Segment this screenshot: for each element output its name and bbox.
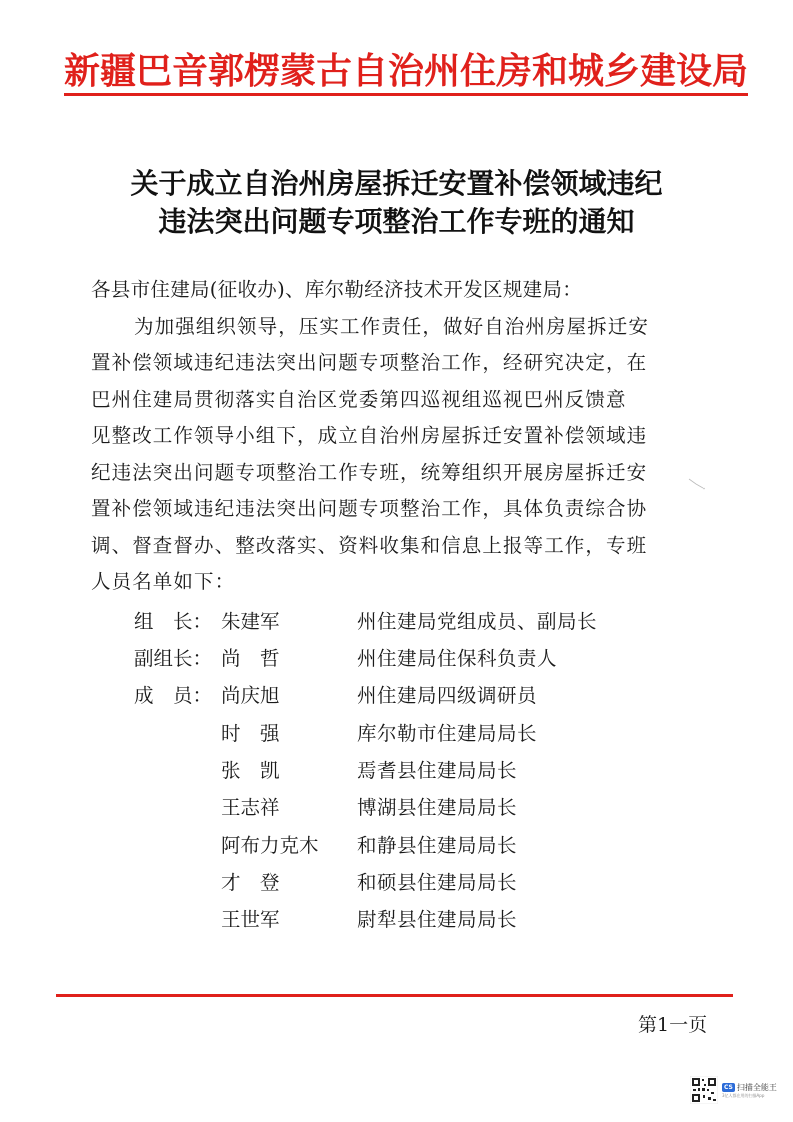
member-name: 王世军: [221, 908, 280, 931]
paragraph-line: 纪违法突出问题专项整治工作专班，统筹组织开展房屋拆迁安: [91, 461, 648, 484]
member-row: [0, 830, 793, 866]
member-title: 和硕县住建局局长: [357, 871, 518, 894]
member-name: 阿布力克木: [221, 834, 319, 857]
paragraph-line: 见整改工作领导小组下，成立自治州房屋拆迁安置补偿领域违: [91, 424, 648, 447]
member-name: 尚庆旭: [221, 684, 280, 707]
member-title: 州住建局党组成员、副局长: [357, 610, 598, 633]
member-row: [0, 867, 793, 903]
member-title: 州住建局四级调研员: [357, 684, 538, 707]
member-row: [0, 755, 793, 791]
member-title: 焉耆县住建局局长: [357, 759, 518, 782]
scanner-app-tagline: 3亿人都在用的扫描App: [722, 1092, 765, 1098]
document-title-line-1: 关于成立自治州房屋拆迁安置补偿领域违纪: [130, 167, 663, 200]
cs-logo-mark: CS: [724, 1083, 733, 1091]
paragraph-line: 调、督查督办、整改落实、资料收集和信息上报等工作，专班: [91, 534, 648, 557]
member-row: [0, 643, 793, 679]
member-row: [0, 718, 793, 754]
member-role: 副组长：: [134, 647, 213, 670]
member-name: 朱建军: [221, 610, 280, 633]
paragraph-line: 巴州住建局贯彻落实自治区党委第四巡视组巡视巴州反馈意: [91, 388, 627, 411]
paragraph-line: 为加强组织领导，压实工作责任，做好自治州房屋拆迁安: [134, 315, 650, 338]
paragraph-line: 人员名单如下：: [91, 570, 236, 593]
scanner-app-name: 扫描全能王: [736, 1082, 777, 1092]
header-org-name: 新疆巴音郭楞蒙古自治州住房和城乡建设局: [64, 52, 748, 96]
member-title: 尉犁县住建局局长: [357, 908, 518, 931]
member-title: 和静县住建局局长: [357, 834, 518, 857]
member-name: 王志祥: [221, 796, 280, 819]
scanner-watermark-badge: [690, 1073, 790, 1107]
member-role: 组 长：: [134, 610, 213, 633]
salutation: 各县市住建局(征收办)、库尔勒经济技术开发区规建局：: [91, 278, 583, 301]
member-title: 博湖县住建局局长: [357, 796, 518, 819]
document-title-line-2: 违法突出问题专项整治工作专班的通知: [158, 205, 635, 238]
member-row: [0, 904, 793, 940]
member-title: 州住建局住保科负责人: [357, 647, 558, 670]
member-role: 成 员：: [134, 684, 213, 707]
member-row: [0, 680, 793, 716]
member-name: 才 登: [221, 871, 280, 894]
member-name: 张 凯: [221, 759, 280, 782]
page-number: 第1一页: [638, 1014, 708, 1036]
paragraph-line: 置补偿领域违纪违法突出问题专项整治工作，经研究决定，在: [91, 351, 648, 374]
scan-speck-mark: [688, 476, 706, 490]
member-name: 时 强: [221, 722, 280, 745]
member-row: [0, 606, 793, 642]
footer-red-rule: [56, 994, 733, 997]
member-name: 尚 哲: [221, 647, 280, 670]
member-title: 库尔勒市住建局局长: [357, 722, 538, 745]
paragraph-line: 置补偿领域违纪违法突出问题专项整治工作，具体负责综合协: [91, 497, 648, 520]
member-row: [0, 792, 793, 828]
qr-code-icon: [690, 1076, 718, 1104]
